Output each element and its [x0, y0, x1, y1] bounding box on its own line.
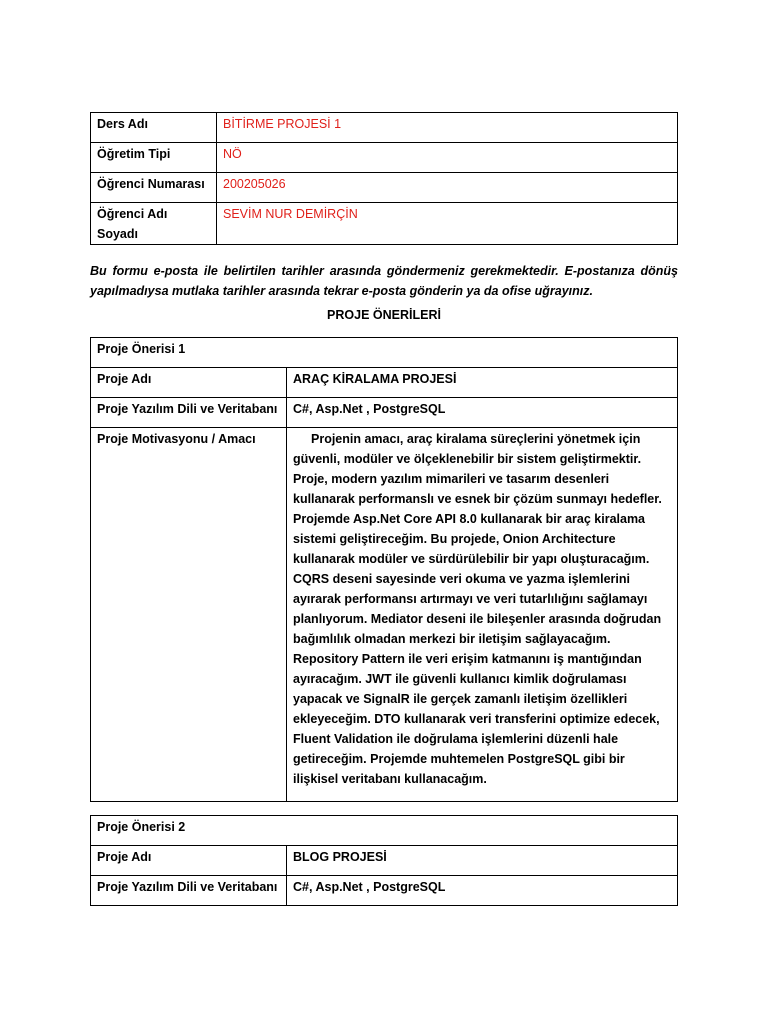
info-row-student-number — [91, 173, 678, 203]
proposal-2-lang-value: C#, Asp.Net , PostgreSQL — [287, 876, 678, 906]
proposal-1-name-label: Proje Adı — [91, 368, 287, 398]
proposal-1-lang-row — [91, 398, 678, 428]
proposal-1-name-value: ARAÇ KİRALAMA PROJESİ — [287, 368, 678, 398]
proposal-2-name-value: BLOG PROJESİ — [287, 846, 678, 876]
course-info-table — [90, 112, 678, 245]
proposal-1-lang-label: Proje Yazılım Dili ve Veritabanı — [91, 398, 287, 428]
proposal-1-motivation-value: Projenin amacı, araç kiralama süreçlerini yönetmek için güvenli, modüler ve ölçeklenebilir bir sistem geliştirmektir. Proje, modern yazılım mimarileri ve tasarım desenleri kullanarak performanslı ve esnek bir çözüm sunmayı hedefler. Projemde Asp.Net Core API 8.0 kullanarak bir araç kiralama sistemi geliştireceğim. Bu projede, Onion Architecture kullanarak modüler ve sürdürülebilir bir yapı oluşturacağım. CQRS deseni sayesinde veri okuma ve yazma işlemlerini ayırarak performansı artırmayı ve veri tutarlılığını sağlamayı planlıyorum. Mediator deseni ile bileşenler arasında doğrudan bağımlılık olmadan merkezi bir iletişim sağlayacağım. Repository Pattern ile veri erişim katmanını iş mantığından ayıracağım. JWT ile güvenli kullanıcı kimlik doğrulaması yapacak ve SignalR ile gerçek zamanlı iletişim özellikleri ekleyeceğim. DTO kullanarak veri transferini optimize edecek, Fluent Validation ile doğrulama işlemlerini düzenli hale getireceğim. Projemde muhtemelen PostgreSQL gibi bir ilişkisel veritabanı kullanacağım. — [287, 428, 678, 802]
info-row-student-name — [91, 203, 678, 245]
proposal-2-lang-row — [91, 876, 678, 906]
proposal-2-table — [90, 815, 678, 906]
student-name-value: SEVİM NUR DEMİRÇİN — [217, 203, 678, 245]
student-name-label: Öğrenci Adı Soyadı — [91, 203, 217, 245]
proposal-1-heading-row — [91, 338, 678, 368]
education-type-label: Öğretim Tipi — [91, 143, 217, 173]
proposal-1-lang-value: C#, Asp.Net , PostgreSQL — [287, 398, 678, 428]
student-number-value: 200205026 — [217, 173, 678, 203]
proposal-1-name-row — [91, 368, 678, 398]
course-name-label: Ders Adı — [91, 113, 217, 143]
proposal-1-heading: Proje Önerisi 1 — [91, 338, 678, 368]
proposal-2-name-row — [91, 846, 678, 876]
course-name-value: BİTİRME PROJESİ 1 — [217, 113, 678, 143]
proposal-2-heading: Proje Önerisi 2 — [91, 816, 678, 846]
proposal-1-motivation-row — [91, 428, 678, 802]
info-row-education-type — [91, 143, 678, 173]
instructions-text: Bu formu e-posta ile belirtilen tarihler arasında göndermeniz gerekmektedir. E-postanıza dönüş yapılmadıysa mutlaka tarihler arasında tekrar e-posta gönderin ya da ofise uğrayınız. — [90, 264, 678, 298]
proposal-2-lang-label: Proje Yazılım Dili ve Veritabanı — [91, 876, 287, 906]
proposal-2-name-label: Proje Adı — [91, 846, 287, 876]
proposal-1-motivation-label: Proje Motivasyonu / Amacı — [91, 428, 287, 802]
education-type-value: NÖ — [217, 143, 678, 173]
info-row-course-name — [91, 113, 678, 143]
proposal-1-table — [90, 337, 678, 802]
section-title: PROJE ÖNERİLERİ — [327, 308, 441, 322]
proposal-2-heading-row — [91, 816, 678, 846]
student-number-label: Öğrenci Numarası — [91, 173, 217, 203]
